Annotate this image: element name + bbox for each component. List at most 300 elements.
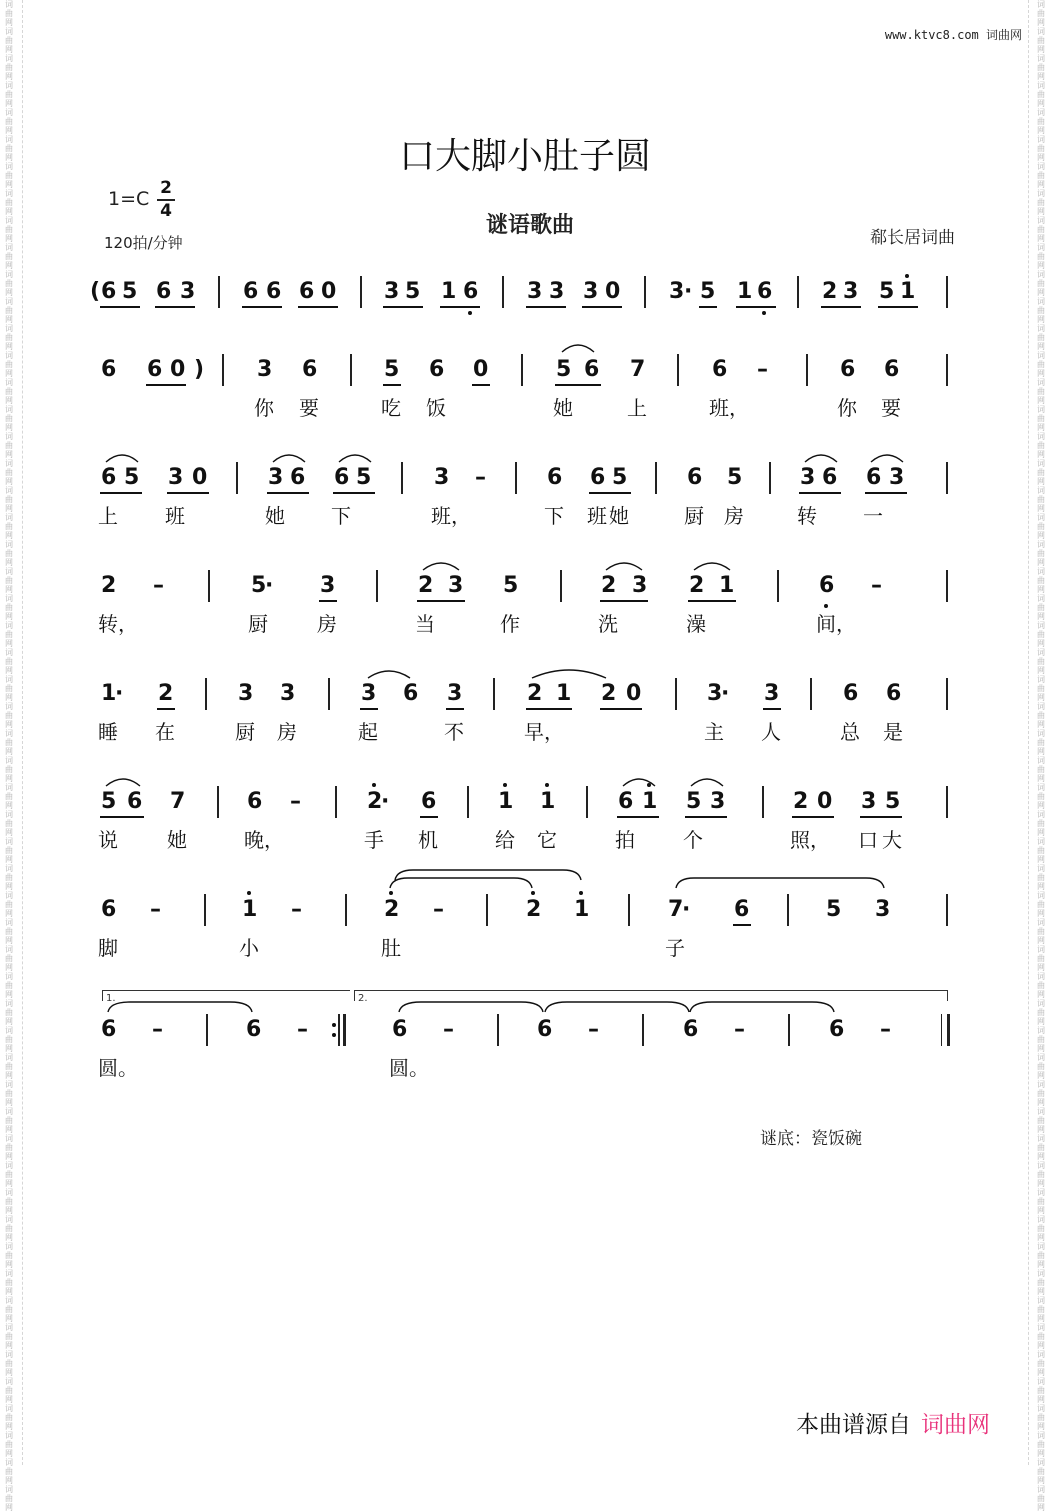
bar-line: [360, 276, 362, 308]
lyric: 圆。: [98, 1056, 138, 1080]
bar-line: [946, 570, 948, 602]
slur: [271, 450, 307, 464]
note: 6: [101, 465, 117, 490]
note: 6: [822, 465, 838, 490]
note: 3: [707, 681, 723, 706]
dash: –: [880, 1017, 891, 1042]
lyric: 在: [155, 720, 175, 744]
beat-underline: [420, 816, 438, 818]
note: 3: [447, 681, 463, 706]
lyric: 下: [544, 504, 564, 528]
lyric: 她: [167, 828, 187, 852]
slur: [803, 450, 839, 464]
lyric: 人: [761, 720, 781, 744]
note: 6: [246, 1017, 262, 1042]
lyric: 它: [537, 828, 557, 852]
note: 6: [463, 279, 479, 304]
note: 5: [124, 465, 140, 490]
dash: –: [757, 357, 768, 382]
lyric: 班: [165, 504, 185, 528]
beat-underline: [472, 384, 490, 386]
bar-line: [560, 570, 562, 602]
bar-line: [208, 570, 210, 602]
bar-line: [218, 276, 220, 308]
beat-underline: [699, 306, 717, 308]
note: 3: [875, 897, 891, 922]
lyric: 机: [418, 828, 438, 852]
dash: –: [290, 789, 301, 814]
note: 3: [168, 465, 184, 490]
note: 3: [434, 465, 450, 490]
note: 6: [884, 357, 900, 382]
note: 0: [817, 789, 833, 814]
high-octave-dot: [247, 891, 251, 895]
lyric: 班，: [709, 396, 749, 420]
lyric: 你: [254, 396, 274, 420]
lyric: 手: [364, 828, 384, 852]
lyric: 上: [627, 396, 647, 420]
high-octave-dot: [372, 783, 376, 787]
low-octave-dot: [468, 311, 472, 315]
note: 5: [826, 897, 842, 922]
note: 6: [156, 279, 172, 304]
beat-underline: [685, 816, 727, 818]
note: 1: [719, 573, 735, 598]
lyric: 班: [587, 504, 607, 528]
lyric: 晚，: [244, 828, 284, 852]
lyric: 总: [840, 720, 860, 744]
beat-underline: [736, 306, 776, 308]
note: 0: [473, 357, 489, 382]
note: 3: [180, 279, 196, 304]
note: 3: [238, 681, 254, 706]
lyric: 你: [837, 396, 857, 420]
note: 6: [886, 681, 902, 706]
bar-line: [521, 354, 523, 386]
beat-underline: [860, 816, 902, 818]
time-signature: [156, 178, 176, 222]
beat-underline: [167, 492, 209, 494]
slur: [689, 774, 725, 788]
bar-line: [946, 462, 948, 494]
dash: –: [588, 1017, 599, 1042]
note: ·: [684, 279, 693, 304]
note: 3: [669, 279, 685, 304]
note: 6: [101, 1017, 117, 1042]
note: 6: [266, 279, 282, 304]
note: 7: [630, 357, 646, 382]
beat-underline: [878, 306, 918, 308]
bar-line: [655, 462, 657, 494]
note: 3: [583, 279, 599, 304]
song-subtitle: 谜语歌曲: [485, 213, 574, 238]
dash: –: [297, 1017, 308, 1042]
beat-underline: [100, 492, 142, 494]
lyric: 照，: [790, 828, 830, 852]
note: 3: [448, 573, 464, 598]
dash: –: [152, 1017, 163, 1042]
volta-label-2: 2.: [358, 993, 368, 1004]
dash: –: [153, 573, 164, 598]
beat-underline: [617, 816, 659, 818]
note: 1: [540, 789, 556, 814]
note: 3: [527, 279, 543, 304]
note: 2: [527, 681, 543, 706]
lyric: 说: [98, 828, 118, 852]
lyric: 起: [358, 720, 378, 744]
dash: –: [150, 897, 161, 922]
note: 2: [601, 681, 617, 706]
bar-line: [493, 678, 495, 710]
note: 6: [757, 279, 773, 304]
bar-line: [810, 678, 812, 710]
lyric: 不: [444, 720, 464, 744]
note: 5: [885, 789, 901, 814]
note: 6: [537, 1017, 553, 1042]
beat-underline: [600, 708, 642, 710]
bar-line: [675, 678, 677, 710]
note: 3: [861, 789, 877, 814]
beat-underline: [763, 708, 781, 710]
beat-underline: [298, 306, 338, 308]
note: ): [194, 357, 205, 382]
note: 0: [626, 681, 642, 706]
note: 1: [498, 789, 514, 814]
note: 3: [764, 681, 780, 706]
note: 6: [334, 465, 350, 490]
bar-line: [762, 786, 764, 818]
dash: –: [734, 1017, 745, 1042]
bar-line: [787, 894, 789, 926]
lyric: 是: [883, 720, 903, 744]
note: 6: [101, 897, 117, 922]
slur: [104, 450, 140, 464]
note: 2: [158, 681, 174, 706]
note: 6: [147, 357, 163, 382]
bar-line: [946, 276, 948, 308]
bar-line: [486, 894, 488, 926]
note: 2: [601, 573, 617, 598]
note: 6: [290, 465, 306, 490]
note: 3: [280, 681, 296, 706]
note: 5: [405, 279, 421, 304]
note: 6: [843, 681, 859, 706]
note: 5: [251, 573, 267, 598]
lyric: 睡: [98, 720, 118, 744]
beat-underline: [865, 492, 907, 494]
note: 6: [829, 1017, 845, 1042]
beat-underline: [360, 708, 378, 710]
bar-line: [644, 276, 646, 308]
site-header: www.ktvc8.com 词曲网: [884, 28, 1022, 42]
bar-line: [628, 894, 630, 926]
note: ·: [682, 897, 691, 922]
note: 6: [127, 789, 143, 814]
note: ·: [115, 681, 124, 706]
slur: [366, 666, 412, 680]
beat-underline: [792, 816, 834, 818]
note: 0: [321, 279, 337, 304]
beat-underline: [688, 600, 736, 602]
note: 5: [700, 279, 716, 304]
lyric: 房: [724, 504, 744, 528]
beat-underline: [319, 600, 337, 602]
lyric: 一: [863, 504, 883, 528]
beat-underline: [383, 384, 401, 386]
slur: [604, 558, 644, 572]
note: 5: [384, 357, 400, 382]
note: 3: [361, 681, 377, 706]
slur: [692, 558, 732, 572]
note: 2: [822, 279, 838, 304]
lyric: 她: [609, 504, 629, 528]
beat-underline: [799, 492, 841, 494]
lyric: 间，: [816, 612, 856, 636]
lyric: 肚: [381, 936, 401, 960]
slur: [421, 558, 461, 572]
lyric: 早，: [524, 720, 564, 744]
bar-line: [642, 1014, 644, 1046]
bar-line: [788, 1014, 790, 1046]
final-bar: [941, 1014, 950, 1046]
note: 5: [503, 573, 519, 598]
note: 5: [612, 465, 628, 490]
note: 2: [689, 573, 705, 598]
beat-underline: [526, 306, 566, 308]
tie: [106, 1000, 254, 1014]
beat-underline: [821, 306, 861, 308]
high-octave-dot: [579, 891, 583, 895]
lyric: 作: [500, 612, 520, 636]
lyric: 她: [553, 396, 573, 420]
note: 2: [526, 897, 542, 922]
lyric: 当: [415, 612, 435, 636]
note: 3: [384, 279, 400, 304]
repeat-dot: [332, 1033, 336, 1037]
lyric: 要: [299, 396, 319, 420]
song-title: 口大脚小肚子圆: [398, 136, 651, 177]
beat-underline: [600, 600, 648, 602]
lyric: 转: [797, 504, 817, 528]
beat-underline: [733, 924, 751, 926]
note: 3: [800, 465, 816, 490]
note: 3: [843, 279, 859, 304]
high-octave-dot: [531, 891, 535, 895]
note: 2: [384, 897, 400, 922]
lyric: 下: [331, 504, 351, 528]
lyric: 主: [704, 720, 724, 744]
tie: [543, 1000, 691, 1014]
lyric: 班，: [431, 504, 471, 528]
note: 6: [429, 357, 445, 382]
note: 3: [549, 279, 565, 304]
bar-line: [345, 894, 347, 926]
note: ·: [265, 573, 274, 598]
note: 3: [632, 573, 648, 598]
note: 6: [403, 681, 419, 706]
lyric: 她: [265, 504, 285, 528]
bar-line: [946, 354, 948, 386]
high-octave-dot: [905, 274, 909, 278]
riddle-answer: 谜底：瓷饭碗: [760, 1129, 862, 1149]
note: 0: [192, 465, 208, 490]
note: 5: [727, 465, 743, 490]
slur: [530, 666, 608, 680]
lyric: 厨: [684, 504, 704, 528]
note: 0: [605, 279, 621, 304]
source-brand-link[interactable]: 词曲网: [921, 1412, 990, 1438]
note: 6: [866, 465, 882, 490]
bar-line: [328, 678, 330, 710]
dash: –: [433, 897, 444, 922]
beat-underline: [333, 492, 375, 494]
high-octave-dot: [389, 891, 393, 895]
note: 2: [418, 573, 434, 598]
slur: [869, 450, 905, 464]
note: 6: [683, 1017, 699, 1042]
dash: –: [291, 897, 302, 922]
dash: –: [443, 1017, 454, 1042]
bar-line: [205, 678, 207, 710]
bar-line: [204, 894, 206, 926]
lyric: 小: [239, 936, 259, 960]
note: 3: [889, 465, 905, 490]
note: ·: [721, 681, 730, 706]
slur: [393, 868, 583, 882]
slur: [621, 774, 657, 788]
note: 6: [392, 1017, 408, 1042]
slur: [560, 340, 596, 354]
note: 6: [734, 897, 750, 922]
note: 6: [101, 357, 117, 382]
note: 5: [556, 357, 572, 382]
note: 5: [879, 279, 895, 304]
bar-line: [946, 786, 948, 818]
beat-underline: [146, 384, 186, 386]
lyric: 圆。: [389, 1056, 429, 1080]
bar-line: [206, 1014, 208, 1046]
beat-underline: [526, 708, 572, 710]
note: 6: [101, 279, 117, 304]
bar-line: [797, 276, 799, 308]
note: 0: [170, 357, 186, 382]
bar-line: [350, 354, 352, 386]
high-octave-dot: [545, 783, 549, 787]
beat-underline: [242, 306, 282, 308]
tie: [397, 1000, 545, 1014]
bar-line: [335, 786, 337, 818]
note: 1: [441, 279, 457, 304]
source-label: 本曲谱源自: [796, 1412, 911, 1438]
low-octave-dot: [824, 604, 828, 608]
note: ·: [381, 789, 390, 814]
high-octave-dot: [503, 783, 507, 787]
bar-line: [946, 678, 948, 710]
note: 6: [840, 357, 856, 382]
note: 2: [101, 573, 117, 598]
lyric: 个: [683, 828, 703, 852]
note: 5: [122, 279, 138, 304]
note: 6: [247, 789, 263, 814]
beat-underline: [100, 306, 140, 308]
note: 5: [356, 465, 372, 490]
lyric: 饭: [426, 396, 446, 420]
bar-line: [502, 276, 504, 308]
note: 1: [574, 897, 590, 922]
lyric: 拍: [615, 828, 635, 852]
bar-line: [677, 354, 679, 386]
lyric: 厨: [248, 612, 268, 636]
lyric: 给: [495, 828, 515, 852]
note: 6: [590, 465, 606, 490]
lyric: 澡: [686, 612, 706, 636]
beat-underline: [383, 306, 423, 308]
bar-line: [806, 354, 808, 386]
note: 6: [299, 279, 315, 304]
beat-underline: [446, 708, 464, 710]
note: 6: [243, 279, 259, 304]
bar-line: [497, 1014, 499, 1046]
note: 5: [686, 789, 702, 814]
tie: [688, 1000, 836, 1014]
composer-credit: 郗长居词曲: [870, 228, 955, 248]
key-signature: 1=C: [108, 188, 150, 210]
note: 6: [302, 357, 318, 382]
bar-line: [515, 462, 517, 494]
lyric: 上: [98, 504, 118, 528]
dash: –: [871, 573, 882, 598]
note: 1: [242, 897, 258, 922]
lyric: 房: [317, 612, 337, 636]
volta-label-1: 1.: [106, 993, 116, 1004]
left-watermark: 词曲网词曲网词曲网词曲网词曲网词曲网词曲网词曲网词曲网词曲网词曲网词曲网词曲网词曲网词曲网词曲网词曲网词曲网词曲网词曲网词曲网词曲网词曲网词曲网词曲网词曲网词曲网词曲网词曲网词曲网词曲网词曲网词曲网词曲网词曲网词曲网词曲网词曲网词曲网词曲网词曲网词曲网词曲网词曲网词曲网词曲网词曲网词曲网词曲网词曲网词曲网词曲网词曲网词曲网词曲网词曲网: [5, 0, 13, 1512]
bar-line: [946, 894, 948, 926]
note: 6: [819, 573, 835, 598]
note: (: [90, 279, 101, 304]
bar-line: [769, 462, 771, 494]
slur: [674, 876, 886, 890]
note: 6: [547, 465, 563, 490]
note: 6: [584, 357, 600, 382]
note: 1: [101, 681, 117, 706]
note: 1: [556, 681, 572, 706]
note: 1: [642, 789, 658, 814]
bar-line: [467, 786, 469, 818]
note: 7: [668, 897, 684, 922]
lyric: 厨: [235, 720, 255, 744]
beat-underline: [440, 306, 480, 308]
note: 3: [268, 465, 284, 490]
lyric: 洗: [598, 612, 618, 636]
note: 6: [618, 789, 634, 814]
note: 3: [257, 357, 273, 382]
lyric: 要: [881, 396, 901, 420]
note: 5: [101, 789, 117, 814]
bar-line: [777, 570, 779, 602]
beat-underline: [555, 384, 601, 386]
note: 6: [421, 789, 437, 814]
time-signature-top: 2: [160, 178, 172, 198]
beat-underline: [417, 600, 465, 602]
slur: [337, 450, 373, 464]
bar-line: [401, 462, 403, 494]
lyric: 吃: [381, 396, 401, 420]
note: 3: [710, 789, 726, 814]
note: 2: [367, 789, 383, 814]
note: 1: [737, 279, 753, 304]
note: 7: [170, 789, 186, 814]
lyric: 房: [277, 720, 297, 744]
